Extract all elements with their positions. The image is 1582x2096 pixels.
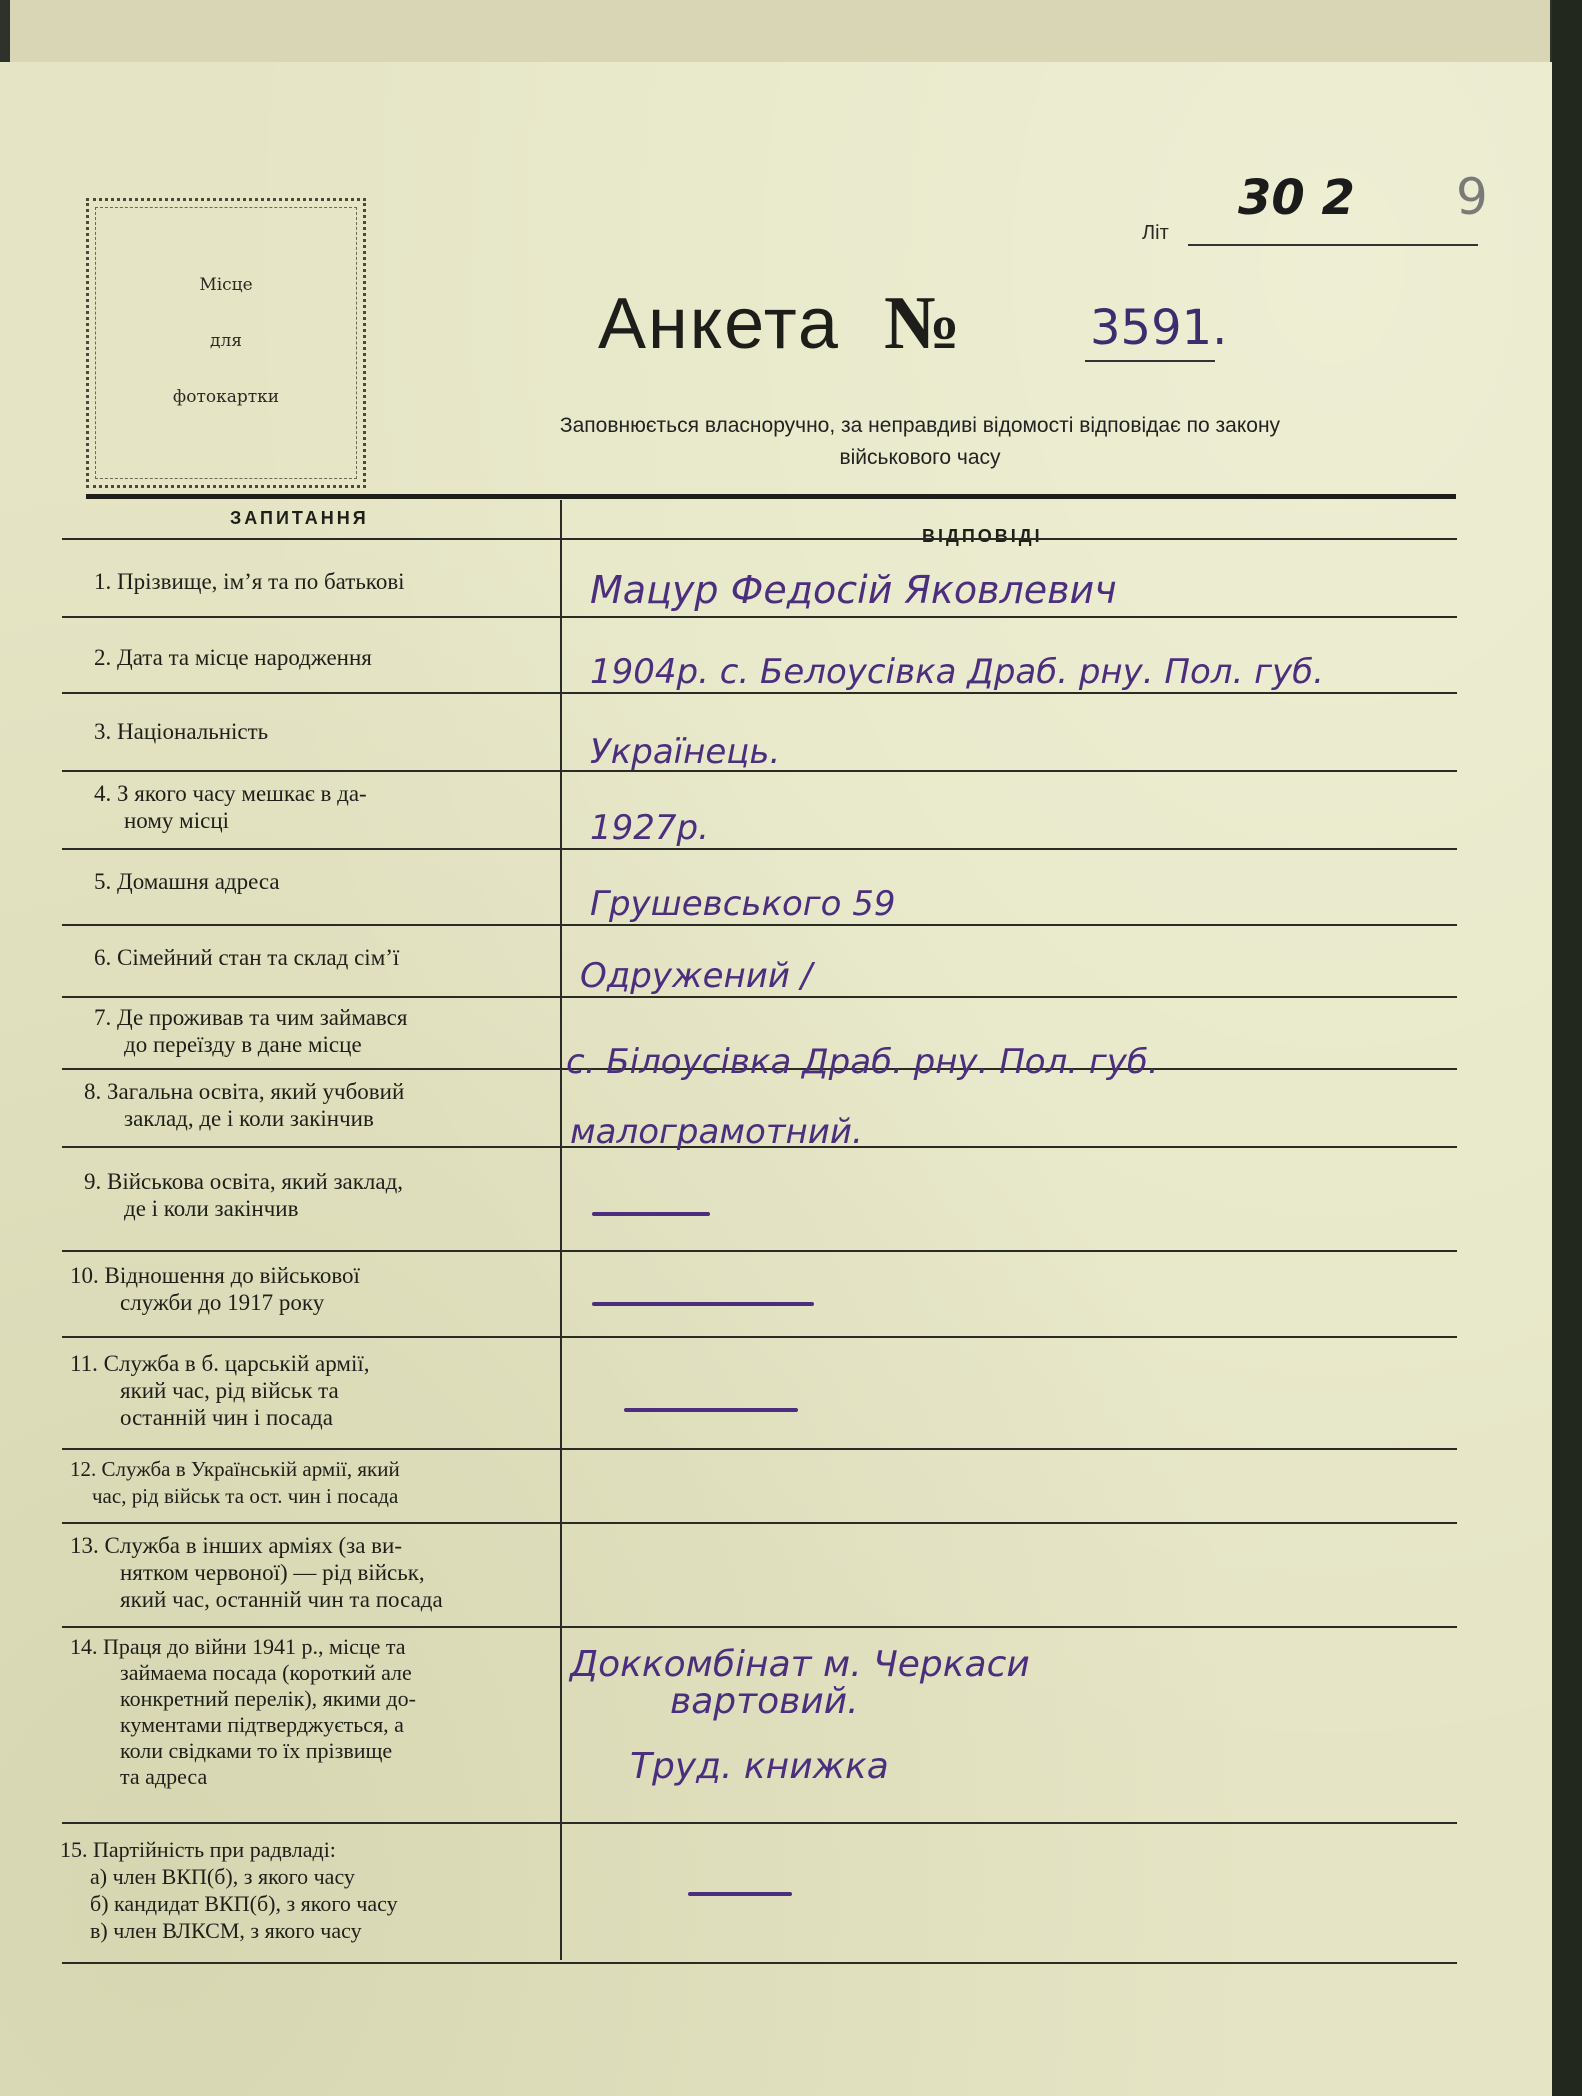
form-title-text: Анкета	[598, 284, 840, 364]
question-10-line2: служби до 1917 року	[120, 1290, 325, 1315]
question-5	[94, 868, 280, 895]
subtitle-line2: військового часу	[839, 446, 1001, 469]
question-14	[70, 1634, 416, 1790]
photo-label-line1: Місце	[199, 275, 253, 295]
question-14-line1: 14. Праця до війни 1941 р., місце та	[70, 1634, 406, 1659]
question-13-line1: 13. Служба в інших арміях (за ви-	[70, 1533, 403, 1558]
photo-label-line3: фотокартки	[172, 387, 280, 407]
question-6	[94, 944, 399, 971]
answer-14-line1: Доккомбінат м. Черкаси	[570, 1644, 1030, 1685]
question-14-line6: та адреса	[120, 1764, 208, 1789]
question-10-line1: 10. Відношення до військової	[70, 1263, 360, 1288]
question-2	[94, 644, 372, 671]
number-underline	[1085, 360, 1215, 362]
question-11-line3: останній чин і посада	[120, 1405, 333, 1430]
row-rule	[62, 1448, 1457, 1450]
question-9-line1: 9. Військова освіта, який заклад,	[84, 1169, 404, 1194]
lit-value: 30 2	[1238, 170, 1355, 226]
row-rule	[62, 1822, 1457, 1824]
question-9	[84, 1168, 403, 1222]
question-14-line2: займаема посада (короткий але	[120, 1660, 412, 1685]
question-4	[94, 780, 367, 834]
row-rule	[62, 1250, 1457, 1252]
question-15-line2: а) член ВКП(б), з якого часу	[90, 1864, 355, 1889]
row-rule	[62, 924, 1457, 926]
question-11-line2: який час, рід військ та	[120, 1378, 339, 1403]
question-15-line4: в) член ВЛКСМ, з якого часу	[90, 1918, 362, 1943]
background-right	[1552, 0, 1582, 2096]
question-7	[94, 1004, 407, 1058]
question-12-line1: 12. Служба в Українській армії, який	[70, 1457, 400, 1481]
answer-6: Одружений /	[580, 956, 813, 996]
question-12	[70, 1456, 400, 1510]
question-7-line1: 7. Де проживав та чим займався	[94, 1005, 408, 1030]
answer-9-dash	[592, 1212, 710, 1216]
question-12-line2: час, рід військ та ост. чин і посада	[92, 1484, 399, 1508]
question-1-line1: 1. Прізвище, ім’я та по батькові	[94, 569, 405, 594]
row-rule	[62, 848, 1457, 850]
row-rule	[62, 538, 1457, 540]
answer-7: с. Білоусівка Драб. рну. Пол. губ.	[566, 1042, 1159, 1082]
answer-8: малограмотний.	[570, 1112, 863, 1152]
photo-label-line2: для	[210, 331, 242, 351]
answer-5: Грушевського 59	[590, 884, 896, 924]
question-14-line4: кументами підтверджується, а	[120, 1712, 404, 1737]
form-subtitle	[390, 410, 1450, 474]
question-11-line1: 11. Служба в б. царській армії,	[70, 1351, 370, 1376]
question-10	[70, 1262, 360, 1316]
answer-14-line2: вартовий.	[670, 1681, 859, 1722]
question-14-line5: коли свідками то їх прізвище	[120, 1738, 393, 1763]
photo-placeholder	[86, 198, 366, 488]
row-rule	[62, 1522, 1457, 1524]
question-3-line1: 3. Національність	[94, 719, 269, 744]
question-14-line3: конкретний перелік), якими до-	[120, 1686, 416, 1711]
answer-15-dash	[688, 1892, 792, 1896]
answer-14-line3: Труд. книжка	[630, 1746, 889, 1787]
question-11	[70, 1350, 370, 1431]
question-13	[70, 1532, 443, 1613]
answer-14	[570, 1644, 1030, 1787]
question-8	[84, 1078, 404, 1132]
question-7-line2: до переїзду в дане місце	[124, 1032, 362, 1057]
number-sign: №	[883, 281, 963, 365]
header-questions: ЗАПИТАННЯ	[230, 508, 369, 528]
question-3	[94, 718, 268, 745]
question-13-line2: нятком червоної) — рід військ,	[120, 1560, 425, 1585]
form-title	[598, 280, 962, 367]
table-column-divider	[560, 500, 562, 1960]
question-15	[60, 1836, 398, 1944]
question-1	[94, 568, 405, 595]
question-6-line1: 6. Сімейний стан та склад сім’ї	[94, 945, 400, 970]
row-rule	[62, 1336, 1457, 1338]
lit-underline	[1188, 244, 1478, 246]
question-9-line2: де і коли закінчив	[124, 1196, 299, 1221]
subtitle-line1: Заповнюється власноручно, за неправдиві відомості відповідає по закону	[559, 414, 1281, 437]
question-2-line1: 2. Дата та місце народження	[94, 645, 372, 670]
question-15-line1: 15. Партійність при радвладі:	[60, 1837, 336, 1862]
answer-1: Мацур Федосій Яковлевич	[590, 568, 1117, 612]
table-bottom-rule	[62, 1962, 1457, 1964]
answer-4: 1927р.	[590, 808, 709, 848]
answer-3: Українець.	[590, 732, 781, 772]
answer-2: 1904р. с. Белоусівка Драб. рну. Пол. губ.	[590, 652, 1324, 692]
question-8-line1: 8. Загальна освіта, який учбовий	[84, 1079, 405, 1104]
corner-number: 9	[1456, 168, 1488, 226]
question-5-line1: 5. Домашня адреса	[94, 869, 280, 894]
form-number: 3591.	[1090, 300, 1228, 356]
question-4-line1: 4. З якого часу мешкає в да-	[94, 781, 367, 806]
lit-label: Літ	[1142, 222, 1169, 244]
answer-11-dash	[624, 1408, 798, 1412]
question-15-line3: б) кандидат ВКП(б), з якого часу	[90, 1891, 398, 1916]
header-answers: ВІДПОВІДІ	[922, 526, 1043, 546]
row-rule	[62, 692, 1457, 694]
row-rule	[62, 1626, 1457, 1628]
row-rule	[62, 996, 1457, 998]
question-8-line2: заклад, де і коли закінчив	[124, 1106, 374, 1131]
answer-10-dash	[592, 1302, 814, 1306]
row-rule	[62, 616, 1457, 618]
table-top-rule	[86, 494, 1456, 499]
question-13-line3: який час, останній чин та посада	[120, 1587, 443, 1612]
question-4-line2: ному місці	[124, 808, 230, 833]
